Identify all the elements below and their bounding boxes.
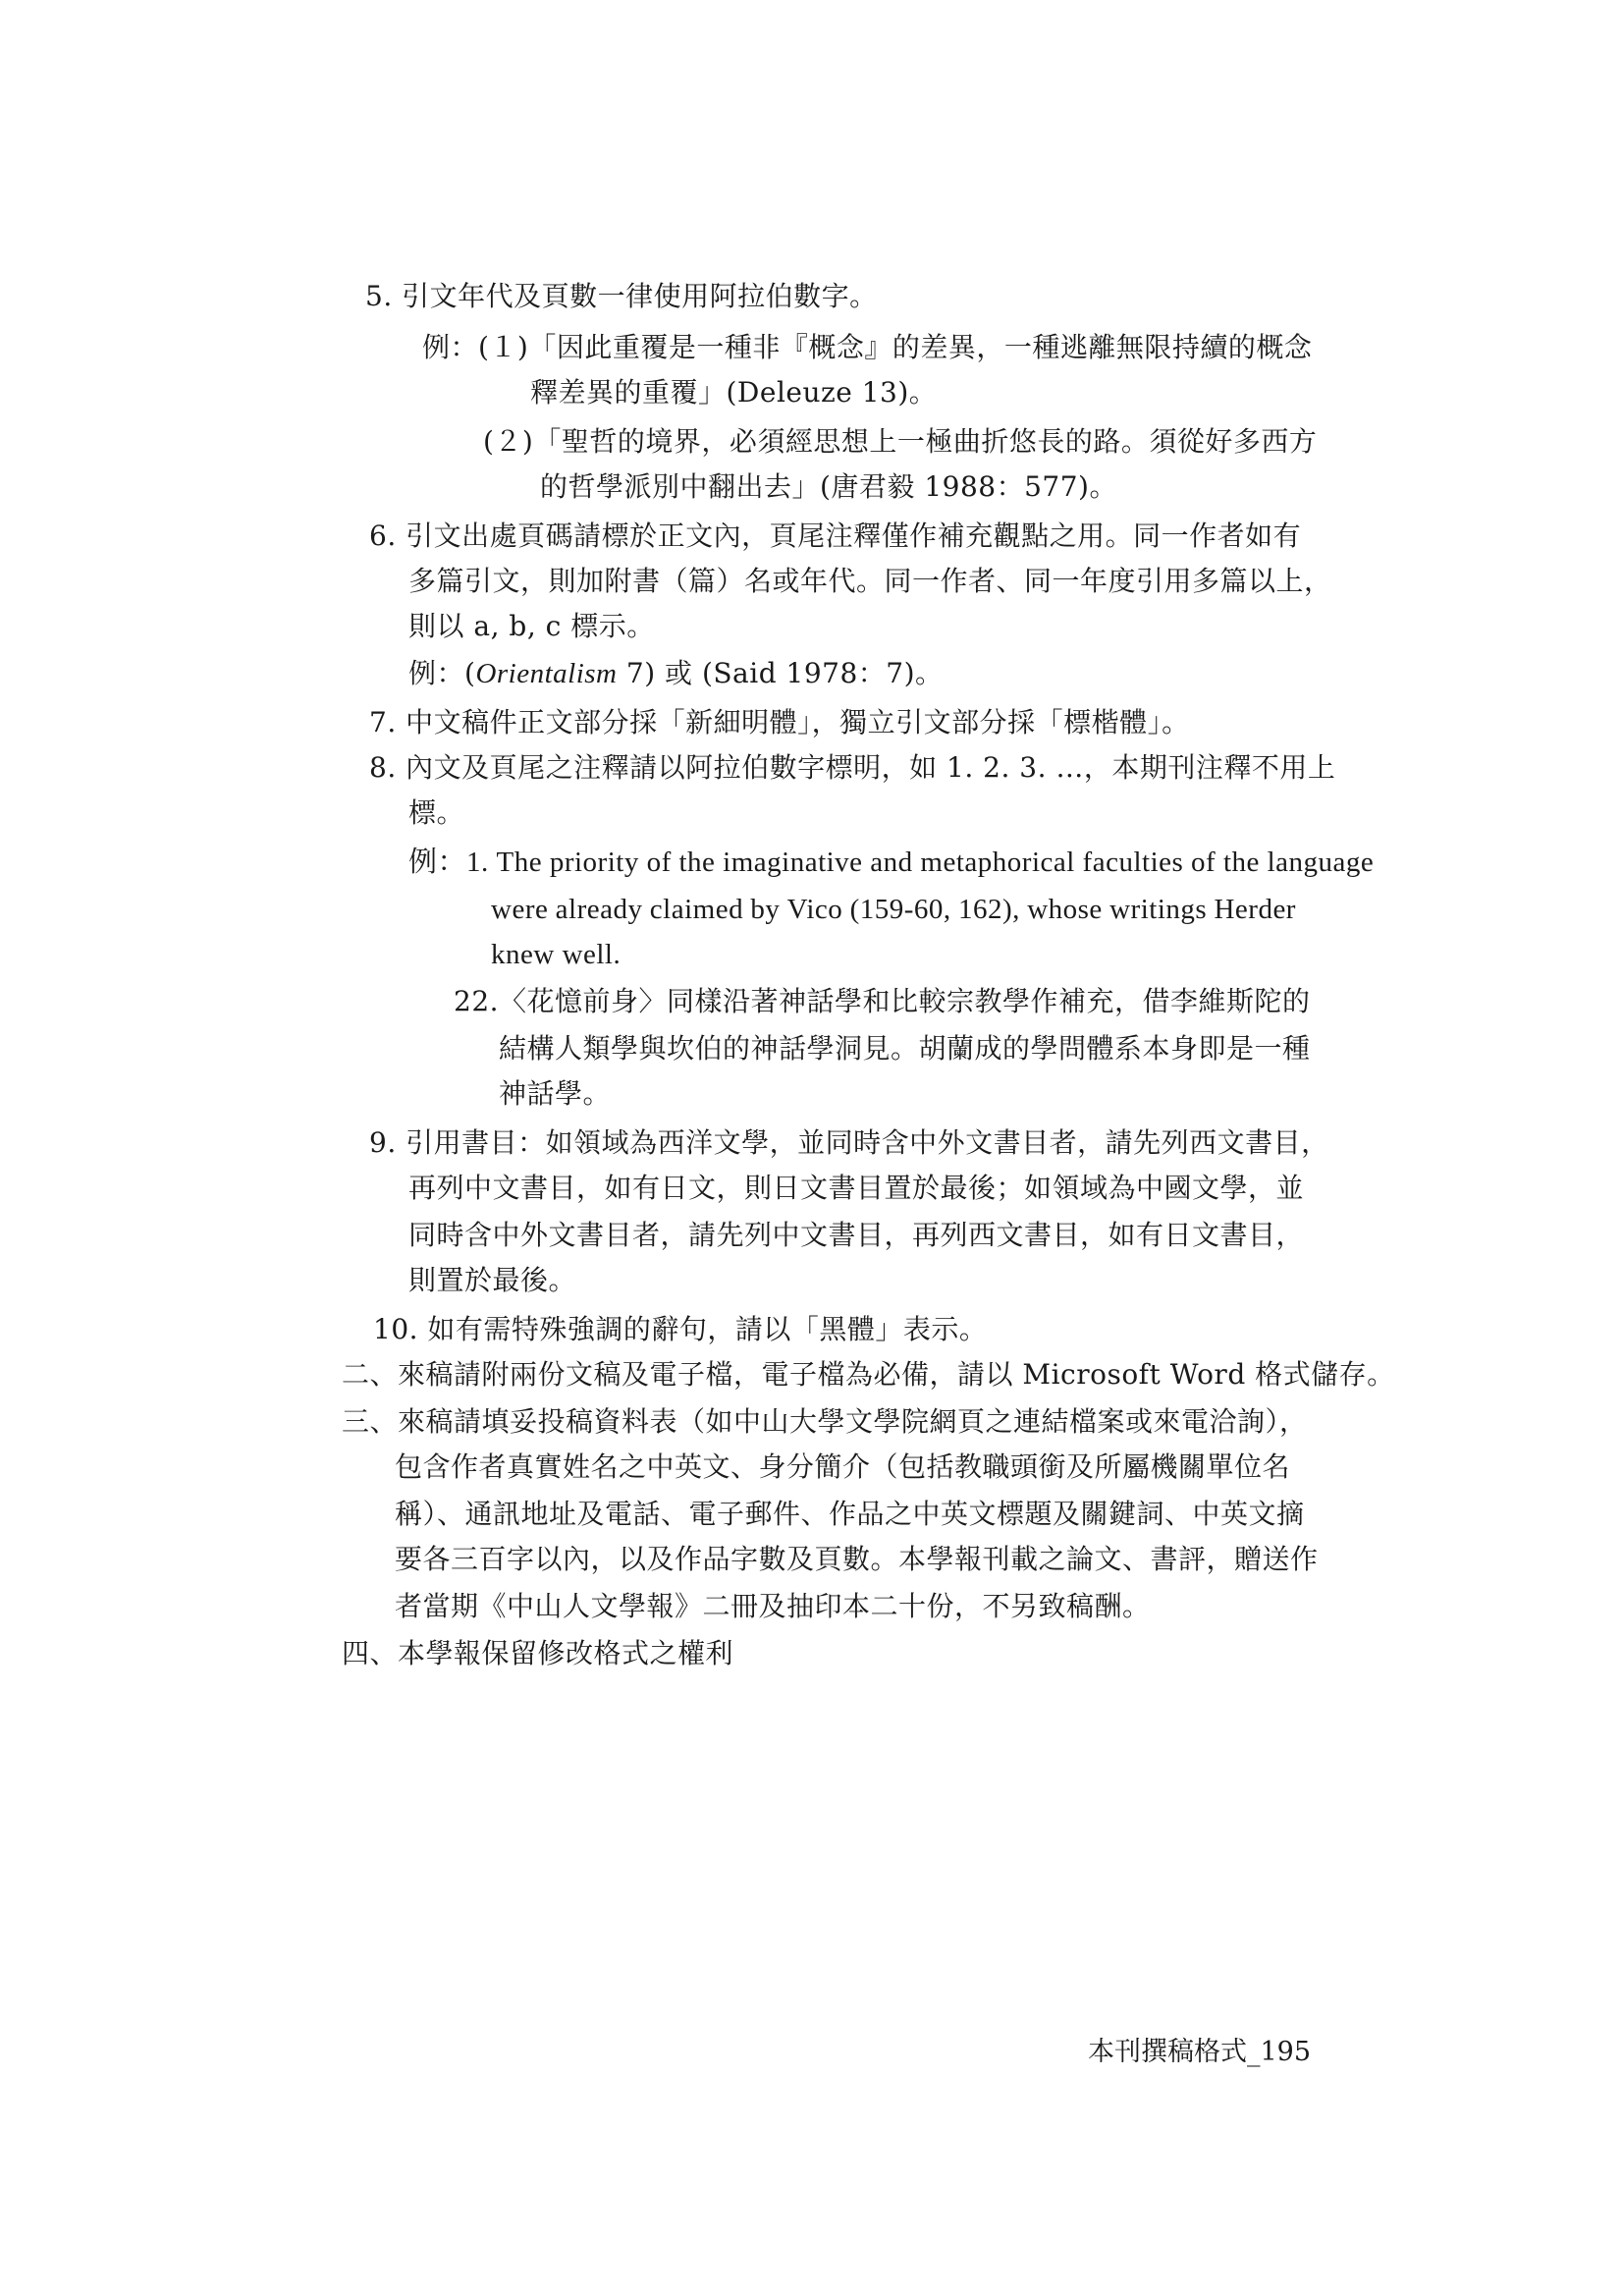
section-3: 三、來稿請填妥投稿資料表（如中山大學文學院網頁之連結檔案或來電洽詢）， — [342, 1405, 1308, 1438]
example-line: 神話學。 — [499, 1077, 612, 1110]
justified-word: 162), — [957, 894, 1020, 925]
example-line — [408, 654, 944, 693]
item-9-continued: 再列中文書目，如有日文，則日文書目置於最後；如領域為中國文學，並 — [408, 1172, 1305, 1204]
book-title-italic: Orientalism — [475, 658, 618, 689]
item-6: 6. 引文出處頁碼請標於正文內，頁尾注釋僅作補充觀點之用。同一作者如有 — [369, 519, 1302, 552]
justified-word: by — [750, 894, 781, 925]
section-3-continued: 要各三百字以內，以及作品字數及頁數。本學報刊載之論文、書評，贈送作 — [395, 1543, 1319, 1575]
item-8: 8. 內文及頁尾之注釋請以阿拉伯數字標明，如 1. 2. 3. …，本期刊注釋不用上 — [369, 751, 1336, 784]
item-8-continued: 標。 — [408, 796, 465, 829]
item-10: 10. 如有需特殊強調的辭句，請以「黑體」表示。 — [373, 1313, 988, 1345]
section-4: 四、本學報保留修改格式之權利 — [342, 1637, 734, 1669]
section-3-continued: 稱）、通訊地址及電話、電子郵件、作品之中英文標題及關鍵詞、中英文摘 — [395, 1498, 1305, 1530]
page-footer: 本刊撰稿格式_195 — [1088, 2037, 1312, 2067]
item-6-continued: 多篇引文，則加附書（篇）名或年代。同一作者、同一年度引用多篇以上， — [408, 565, 1332, 597]
justified-word: whose — [1027, 894, 1103, 925]
example-line: 例：1. The priority of the imaginative and metaphorical faculties of the language — [408, 847, 1375, 878]
justified-word: Herder — [1214, 894, 1296, 925]
section-2: 二、來稿請附兩份文稿及電子檔，電子檔為必備，請以 Microsoft Word 格式儲存。 — [342, 1358, 1395, 1391]
item-7: 7. 中文稿件正文部分採「新細明體」，獨立引文部分採「標楷體」。 — [369, 706, 1190, 738]
item-9-continued: 同時含中外文書目者，請先列中文書目，再列西文書目，如有日文書目， — [408, 1219, 1305, 1251]
section-3-continued: 包含作者真實姓名之中英文、身分簡介（包括教職頭銜及所屬機關單位名 — [395, 1450, 1291, 1483]
example-line: (２)「聖哲的境界，必須經思想上一極曲折悠長的路。須從好多西方 — [483, 425, 1318, 458]
example-line: knew well. — [491, 939, 622, 970]
section-3-continued: 者當期《中山人文學報》二冊及抽印本二十份，不另致稿酬。 — [395, 1590, 1151, 1622]
item-5: 5. 引文年代及頁數一律使用阿拉伯數字。 — [365, 280, 878, 312]
example-line: 的哲學派別中翻出去」(唐君毅 1988：577)。 — [540, 470, 1117, 503]
justified-word: claimed — [649, 894, 744, 925]
justified-word: were — [491, 894, 549, 925]
justified-word: Vico — [786, 894, 843, 925]
example-line-justified — [491, 890, 1296, 929]
example-line: 22.〈花憶前身〉同樣沿著神話學和比較宗教學作補充，借李維斯陀的 — [454, 985, 1311, 1017]
example-line: 例：(１)「因此重覆是一種非『概念』的差異，一種逃離無限持續的概念 — [422, 331, 1313, 363]
justified-word: already — [555, 894, 643, 925]
example-prefix: 例：( — [408, 657, 476, 689]
item-6-continued: 則以 a, b, c 標示。 — [408, 610, 655, 642]
example-line: 結構人類學與坎伯的神話學洞見。胡蘭成的學問體系本身即是一種 — [499, 1032, 1311, 1065]
justified-word: writings — [1109, 894, 1208, 925]
item-9: 9. 引用書目：如領域為西洋文學，並同時含中外文書目者，請先列西文書目， — [369, 1126, 1329, 1159]
example-line: 釋差異的重覆」(Deleuze 13)。 — [530, 376, 938, 409]
example-suffix: 7) 或 (Said 1978：7)。 — [617, 657, 944, 689]
justified-word: (159-60, — [849, 894, 951, 925]
item-9-continued: 則置於最後。 — [408, 1264, 577, 1296]
